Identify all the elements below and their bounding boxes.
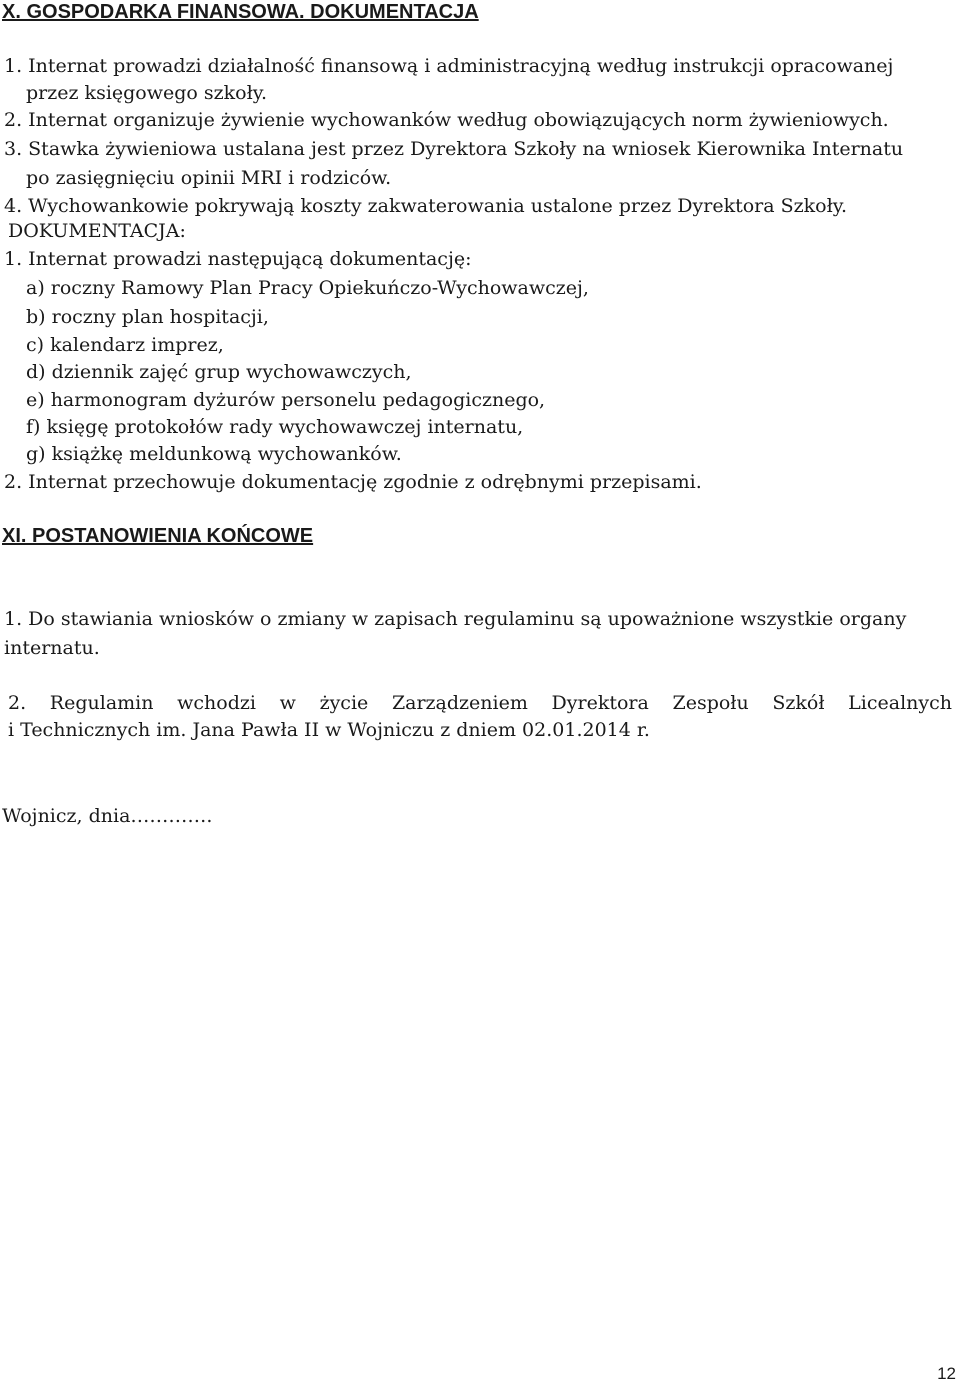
dokumentacja-subheading: DOKUMENTACJA: [8,220,186,242]
doc-list-item: f) księgę protokołów rady wychowawczej internatu, [26,416,524,438]
doc-list-item: e) harmonogram dyżurów personelu pedagogicznego, [26,389,546,411]
doc-list-item: a) roczny Ramowy Plan Pracy Opiekuńczo-Wychowawczej, [26,277,589,299]
final-item-1-line-2: internatu. [4,637,100,659]
word: Zarządzeniem [391,692,528,714]
word: Licealnych [848,692,952,714]
signature-place-date: Wojnicz, dnia…………. [2,805,213,827]
word: Zespołu [672,692,749,714]
final-item-2-line-2: i Technicznych im. Jana Pawła II w Wojniczu z dniem 02.01.2014 r. [8,719,650,741]
word: wchodzi [177,692,256,714]
item-3-line-2: po zasięgnięciu opinii MRI i rodziców. [26,167,392,189]
doc-item-2: 2. Internat przechowuje dokumentację zgodnie z odrębnymi przepisami. [4,471,702,493]
word: 2. [8,692,27,714]
word: Szkół [772,692,825,714]
doc-list-item: b) roczny plan hospitacji, [26,306,269,328]
final-item-1-line-1: 1. Do stawiania wniosków o zmiany w zapisach regulaminu są upoważnione wszystkie organy [4,608,907,630]
final-item-2-line-1 [8,689,952,717]
item-4: 4. Wychowankowie pokrywają koszty zakwaterowania ustalone przez Dyrektora Szkoły. [4,195,848,217]
word: Dyrektora [551,692,649,714]
doc-list-item: c) kalendarz imprez, [26,334,224,356]
item-2: 2. Internat organizuje żywienie wychowanków według obowiązujących norm żywieniowych. [4,109,889,131]
section-xi-heading: XI. POSTANOWIENIA KOŃCOWE [2,525,314,547]
word: życie [319,692,369,714]
word: w [279,692,296,714]
doc-item-1: 1. Internat prowadzi następującą dokumentację: [4,248,472,270]
item-1-line-1: 1. Internat prowadzi działalność finansową i administracyjną według instrukcji opracowanej [4,55,894,77]
page-number: 12 [937,1364,956,1383]
doc-list-item: d) dziennik zajęć grup wychowawczych, [26,361,412,383]
doc-list-item: g) książkę meldunkową wychowanków. [26,443,402,465]
item-3-line-1: 3. Stawka żywieniowa ustalana jest przez Dyrektora Szkoły na wniosek Kierownika Internatu [4,138,904,160]
item-1-line-2: przez księgowego szkoły. [26,82,268,104]
section-x-heading: X. GOSPODARKA FINANSOWA. DOKUMENTACJA [2,1,479,23]
word: Regulamin [49,692,154,714]
